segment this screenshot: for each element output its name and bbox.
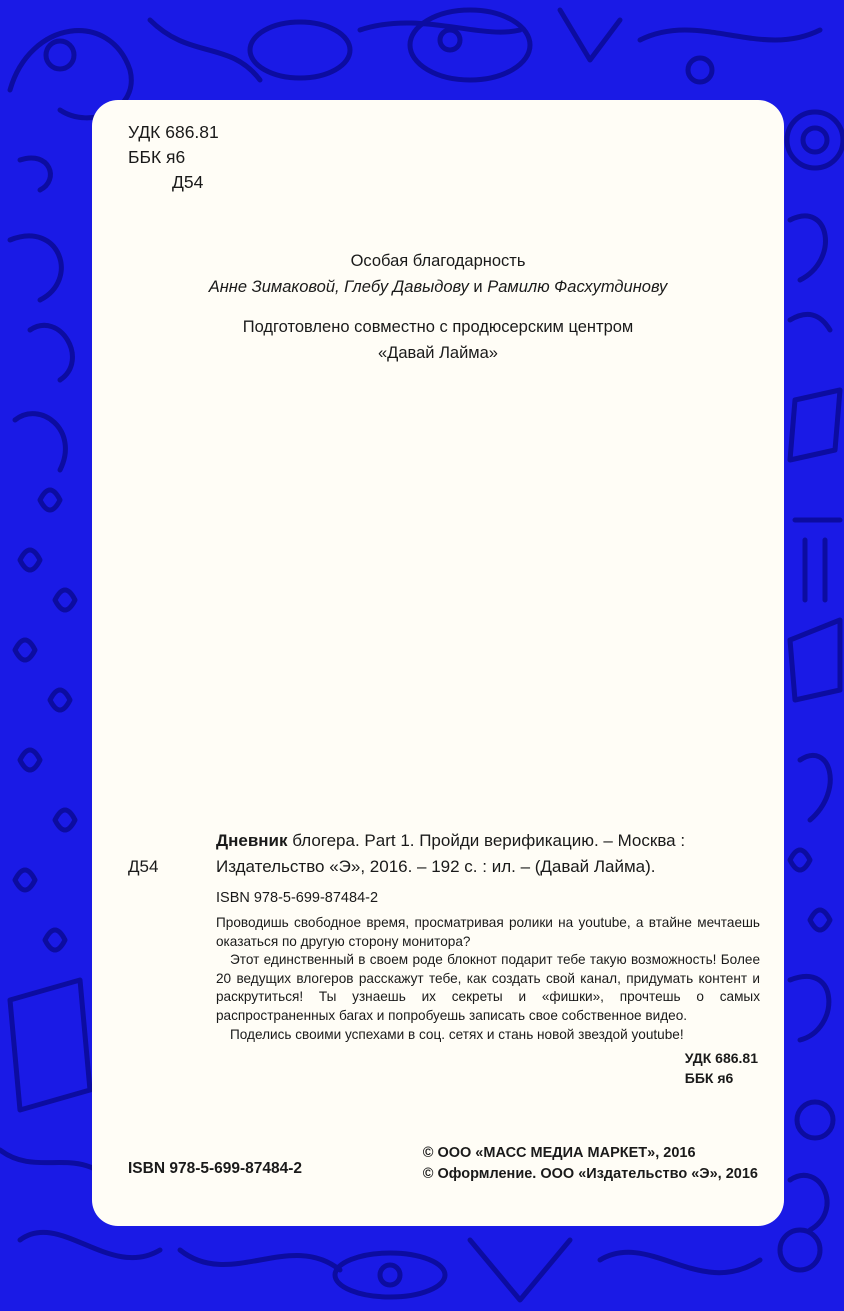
record-author-mark: Д54 bbox=[128, 857, 159, 876]
copyright-line: © ООО «МАСС МЕДИА МАРКЕТ», 2016 bbox=[422, 1145, 696, 1161]
isbn-footer: ISBN 978-5-699-87484-2 bbox=[128, 1160, 303, 1177]
copyright-block bbox=[423, 1143, 758, 1185]
annotation-paragraph: Поделись своими успехами в соц. сетях и стань новой звездой youtube! bbox=[230, 1026, 684, 1042]
classification-codes-top bbox=[128, 120, 219, 195]
author-mark: Д54 bbox=[172, 172, 204, 192]
thanks-name: Анне Зимаковой bbox=[208, 278, 335, 296]
production-credit: Подготовлено совместно с продюсерским центром «Давай Лайма» bbox=[242, 318, 634, 362]
udk-code: УДК 686.81 bbox=[684, 1050, 758, 1066]
annotation bbox=[216, 914, 760, 1044]
record-line-2: Издательство «Э», 2016. – 192 с. : ил. – (Давай Лайма). bbox=[216, 857, 656, 876]
thanks-name: Глебу Давыдову bbox=[344, 278, 469, 296]
record-isbn: ISBN 978-5-699-87484-2 bbox=[216, 890, 379, 906]
bibliographic-record bbox=[216, 828, 760, 880]
thanks-name: Рамилю Фасхутдинову bbox=[487, 278, 668, 296]
annotation-paragraph: Этот единственный в своем роде блокнот подарит тебе такую возможность! Более 20 ведущих влогеров расскажут тебе, как создать свой канал, придумать контент и раскрутиться! Ты узнаешь их секреты и «фишки», прочтешь о самых распространенных багах и попробуешь записать свое собственное видео. bbox=[216, 952, 760, 1023]
bbk-code: ББК я6 bbox=[684, 1070, 734, 1086]
record-title: Дневник bbox=[216, 831, 288, 850]
classification-codes-bottom bbox=[685, 1048, 758, 1088]
record-line-1: Дневник блогера. Part 1. Пройди верификацию. – Москва : bbox=[216, 831, 686, 850]
acknowledgements-heading: Особая благодарность bbox=[350, 252, 526, 270]
annotation-paragraph: Проводишь свободное время, просматривая ролики на youtube, а втайне мечтаешь оказаться по другую сторону монитора? bbox=[216, 915, 760, 949]
udk-code: УДК 686.81 bbox=[128, 122, 219, 142]
bbk-code: ББК я6 bbox=[128, 147, 186, 167]
imprint-page bbox=[92, 100, 784, 1226]
acknowledgements bbox=[92, 248, 784, 300]
acknowledgements-names: Анне Зимаковой, Глебу Давыдову и Рамилю Фасхутдинову bbox=[208, 278, 668, 296]
copyright-line: © Оформление. ООО «Издательство «Э», 2016 bbox=[422, 1166, 758, 1182]
